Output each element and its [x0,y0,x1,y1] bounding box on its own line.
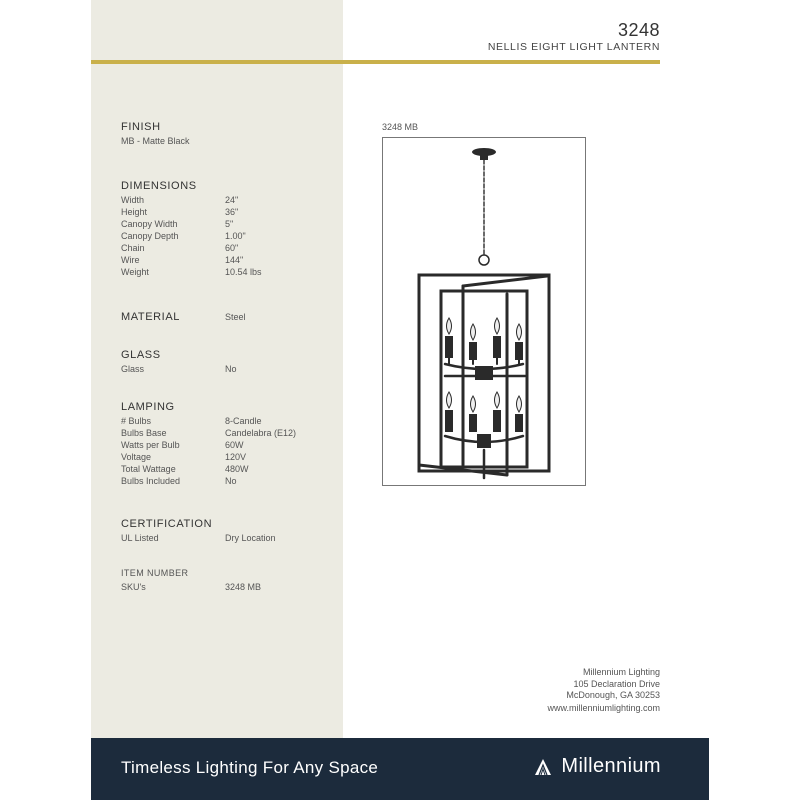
spec-value: 10.54 lbs [225,267,262,277]
spec-value: 480W [225,464,249,474]
lantern-illustration [383,138,585,485]
spec-value: 3248 MB [225,582,262,592]
spec-row [121,463,341,475]
model-name: NELLIS EIGHT LIGHT LANTERN [487,41,660,53]
spec-label: Height [121,207,148,217]
footer-tagline: Timeless Lighting For Any Space [121,758,379,777]
company-city: McDonough, GA 30253 [566,690,660,700]
millennium-logo-icon [533,757,553,777]
spec-label: Weight [121,267,149,277]
spec-label: SKU's [121,582,146,592]
spec-label: Bulbs Included [121,476,181,486]
finish-heading: FINISH [121,121,161,133]
certification-heading: CERTIFICATION [121,518,213,530]
spec-row [121,475,341,487]
spec-row [121,415,341,427]
dimensions-section [121,180,341,278]
finish-value [121,135,341,147]
spec-row [121,206,341,218]
header-gold-rule [91,60,660,64]
footer-bar [91,738,709,800]
model-number: 3248 [617,20,660,40]
spec-value: 60W [225,440,244,450]
product-image-caption: 3248 MB [382,122,419,132]
spec-row [121,266,341,278]
spec-label: Wire [121,255,140,265]
spec-row [121,532,341,544]
spec-label: # Bulbs [121,416,152,426]
material-value: Steel [225,312,246,322]
spec-row [121,581,341,593]
spec-label: Watts per Bulb [121,440,180,450]
item-number-heading: ITEM NUMBER [121,568,189,578]
product-image-frame [382,137,586,486]
spec-value: No [225,476,237,486]
spec-value: 60" [225,243,239,253]
company-name: Millennium Lighting [582,667,660,677]
glass-heading: GLASS [121,349,161,361]
brand-name: Millennium [561,755,661,777]
spec-value: No [225,364,237,374]
spec-label: Width [121,195,145,205]
finish-code: MB [121,136,135,146]
material-heading: MATERIAL [121,311,180,323]
dimensions-heading: DIMENSIONS [121,180,197,192]
glass-section [121,349,341,375]
spec-label: Canopy Width [121,219,178,229]
finish-section [121,121,341,147]
spec-row [121,230,341,242]
company-address [566,667,660,702]
spec-label: Total Wattage [121,464,176,474]
spec-value: 5" [225,219,234,229]
spec-row [121,439,341,451]
spec-value: 144" [225,255,244,265]
spec-label: Chain [121,243,145,253]
spec-label: UL Listed [121,533,159,543]
spec-value: 8-Candle [225,416,262,426]
spec-value: 24" [225,195,239,205]
spec-value: Candelabra (E12) [225,428,297,438]
spec-row [121,218,341,230]
item-number-section [121,568,341,593]
lamping-heading: LAMPING [121,401,175,413]
company-street: 105 Declaration Drive [573,678,660,689]
spec-value: Dry Location [225,533,276,543]
spec-value: 36" [225,207,239,217]
spec-row [121,242,341,254]
spec-label: Canopy Depth [121,231,179,241]
spec-label: Bulbs Base [121,428,167,438]
spec-row [121,363,341,375]
spec-label: Voltage [121,452,152,462]
spec-row [121,254,341,266]
material-section [121,311,341,323]
brand-lockup [533,755,661,778]
certification-section [121,518,341,544]
spec-row [121,427,341,439]
company-website-link[interactable]: www.millenniumlighting.com [547,703,660,713]
spec-row [121,194,341,206]
spec-label: Glass [121,364,145,374]
finish-description: - Matte Black [134,136,190,146]
lamping-section [121,401,341,487]
spec-value: 120V [225,452,247,462]
spec-row [121,451,341,463]
spec-value: 1.00" [225,231,246,241]
